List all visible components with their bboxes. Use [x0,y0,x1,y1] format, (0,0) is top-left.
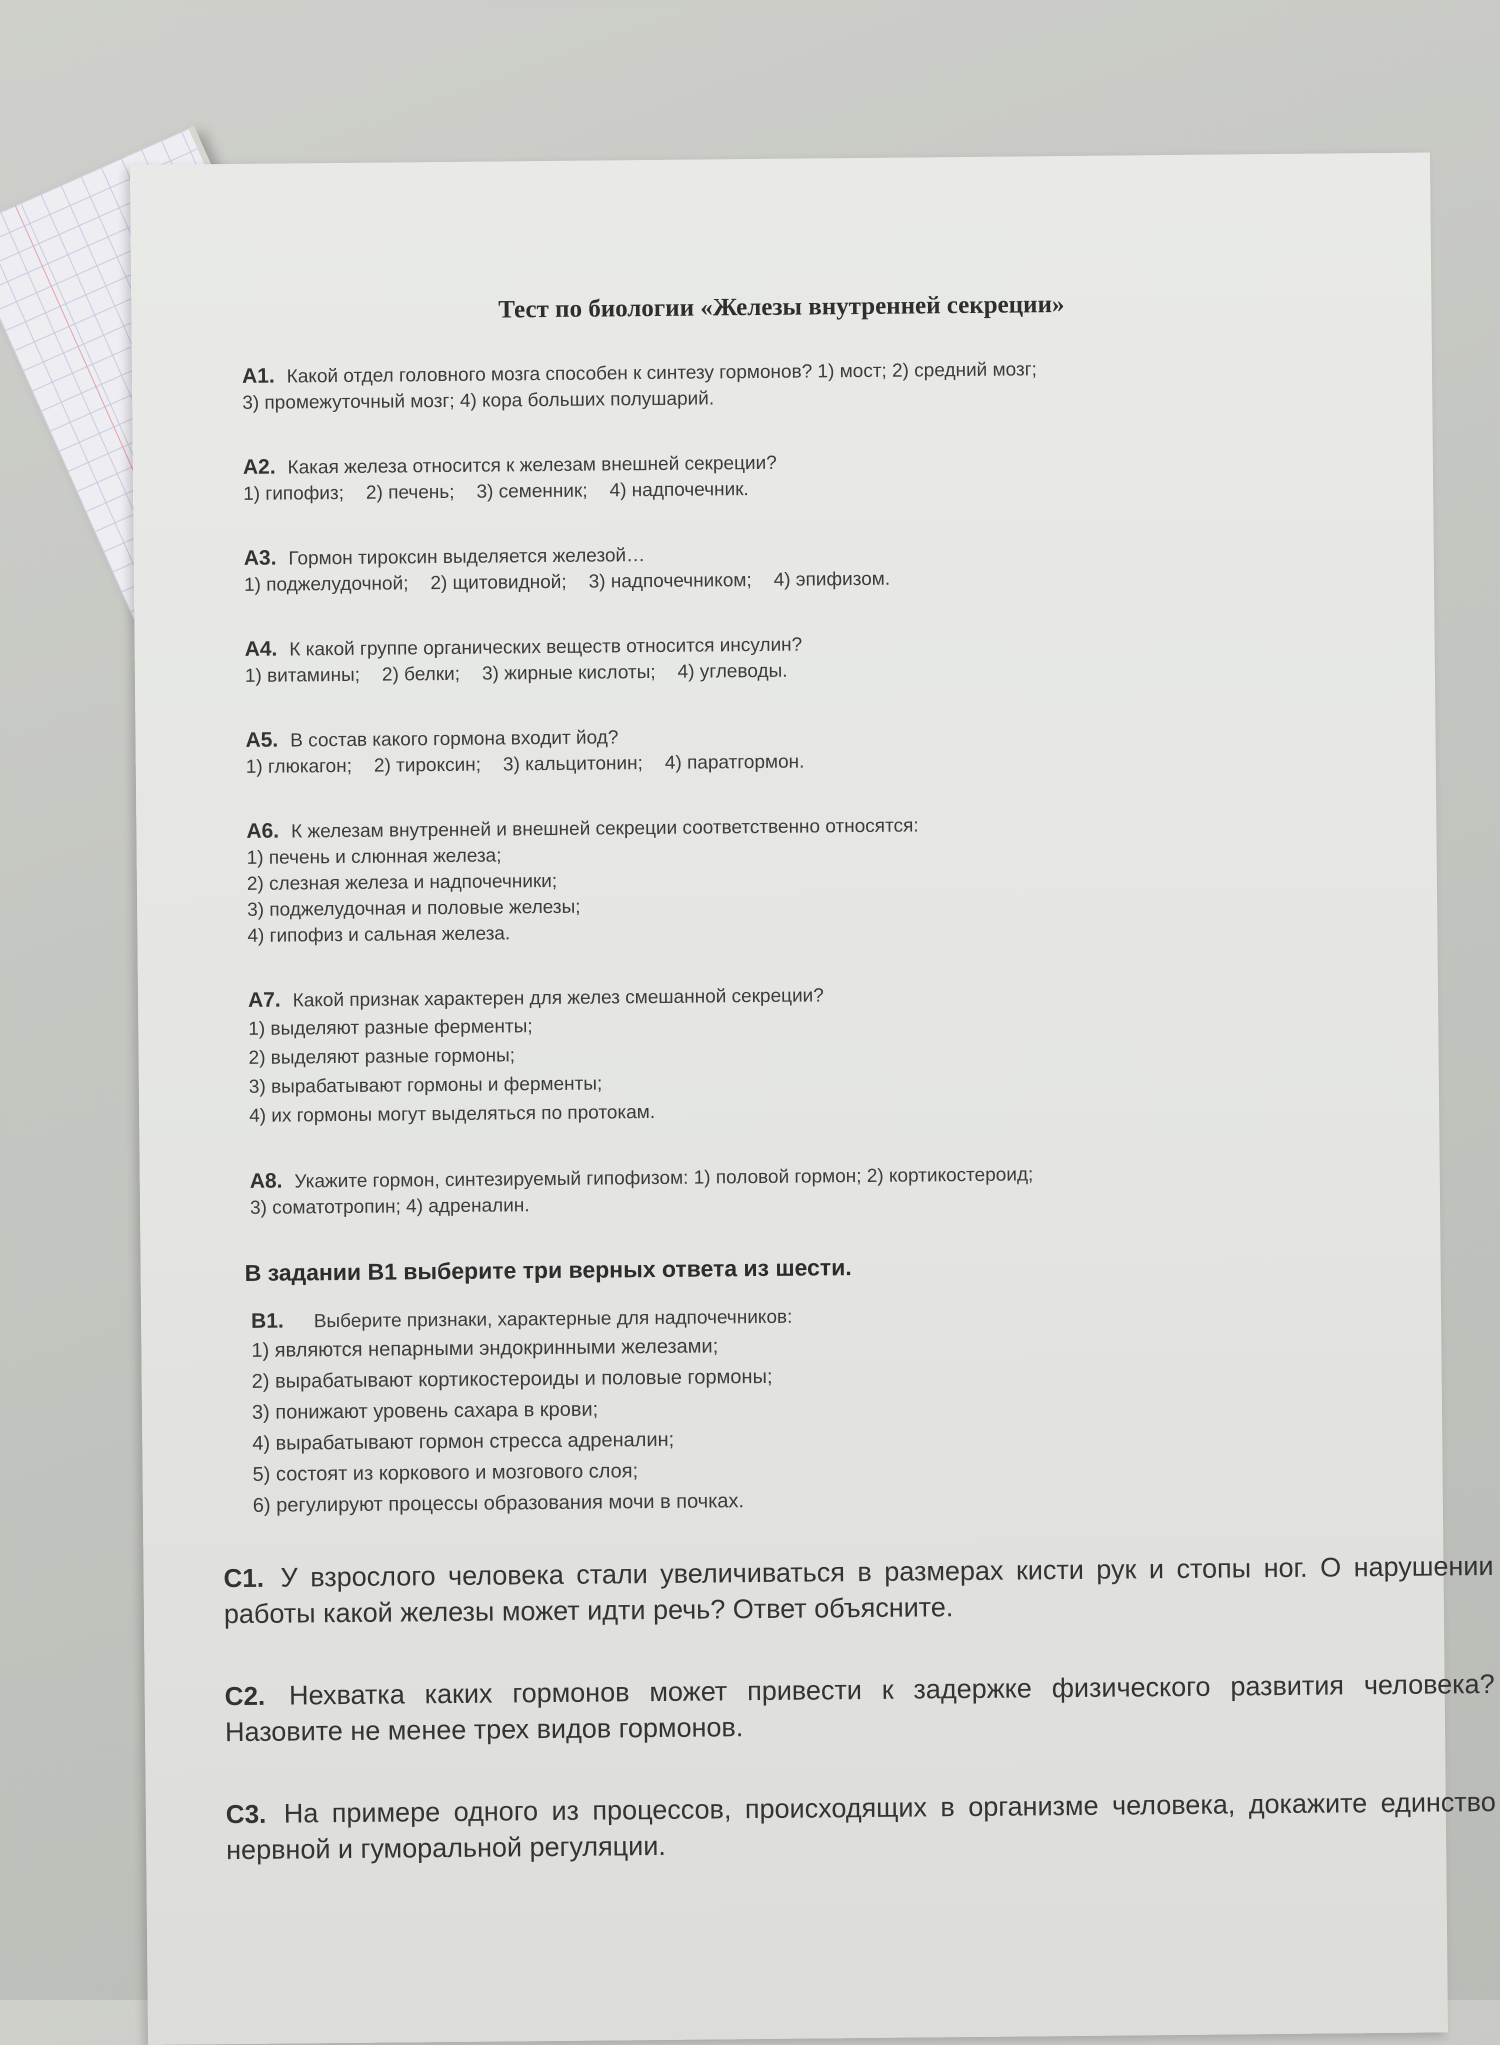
option: 4) паратгормон. [664,751,805,774]
option: 3) понижают уровень сахара в крови; [251,1398,599,1424]
task-text: На примере одного из процессов, происходящих в организме человека, докажите единство нервной и гуморальной регуляции. [226,1786,1496,1866]
option: 3) вырабатывают гормоны и ферменты; [248,1073,603,1098]
question-label: А2. [242,455,276,479]
option: 2) печень; [365,481,455,504]
question-label: В1. [250,1309,284,1333]
option: 3) соматотропин; 4) адреналин. [249,1195,530,1219]
question-text: Укажите гормон, синтезируемый гипофизом: 1) половой гормон; 2) кортикостероид; [294,1164,1034,1193]
option: 2) выделяют разные гормоны; [248,1045,516,1069]
question-a2 [243,444,1343,508]
task-c1 [223,1548,1494,1632]
question-a6 [246,808,1347,950]
option: 3) семенник; [476,480,588,503]
question-text: К железам внутренней и внешней секреции соответственно относятся: [290,815,919,843]
task-label: С2. [224,1680,266,1712]
option: 1) поджелудочной; [243,573,409,596]
option: 3) надпочечником; [588,570,752,593]
question-a3 [244,535,1344,599]
question-text: К какой группе органических веществ относится инсулин? [289,634,803,661]
question-text: Какая железа относится к железам внешней секреции? [287,452,777,479]
question-options: 3) промежуточный мозг; 4) кора больших полушарий. [242,388,715,414]
option: 4) углеводы. [677,660,788,683]
task-label: С3. [225,1798,267,1830]
option: 6) регулируют процессы образования мочи в почках. [252,1490,745,1517]
question-text: Какой отдел головного мозга способен к синтезу гормонов? 1) мост; 2) средний мозг; [286,359,1037,388]
page-title: Тест по биологии «Железы внутренней секреции» [498,291,1065,324]
question-a4 [245,626,1345,690]
question-a8 [250,1158,1350,1222]
test-sheet [130,153,1496,2045]
question-label: А4. [244,637,278,661]
question-b1 [251,1298,1353,1522]
option: 1) печень и слюнная железа; [246,845,502,869]
question-label: А7. [247,988,281,1012]
task-text: У взрослого человека стали увеличиваться в размерах кисти рук и стопы ног. О нарушении работы какой железы может идти речь? Ответ объясните. [223,1550,1494,1630]
question-a5 [245,717,1345,781]
option: 1) глюкагон; [245,755,353,778]
option: 4) вырабатывают гормон стресса адреналин; [252,1428,675,1455]
option: 3) жирные кислоты; [481,661,656,685]
option: 2) слезная железа и надпочечники; [246,870,558,895]
question-a7 [248,977,1349,1131]
option: 4) надпочечник. [609,479,749,502]
option: 1) витамины; [244,664,361,687]
question-label: А3. [243,546,277,570]
option: 1) гипофиз; [243,482,345,505]
option: 2) вырабатывают кортикостероиды и половые гормоны; [251,1365,773,1393]
option: 4) эпифизом. [773,568,891,591]
question-text: Гормон тироксин выделяется железой… [288,545,646,570]
questions-block [223,353,1496,1913]
question-label: А6. [246,819,280,843]
question-text: Какой признак характерен для желез смешанной секреции? [292,985,824,1012]
question-label: А5. [245,728,279,752]
option: 3) кальцитонин; [502,753,643,776]
task-c2 [225,1666,1496,1750]
question-text: Выберите признаки, характерные для надпочечников: [313,1306,793,1333]
task-c3 [226,1784,1497,1868]
option: 5) состоят из коркового и мозгового слоя; [252,1460,639,1486]
section-b-instruction: В задании В1 выберите три верных ответа из шести. [244,1254,852,1286]
option: 4) гипофиз и сальная железа. [247,923,511,947]
question-a1 [242,353,1342,417]
task-text: Нехватка каких гормонов может привести к задержке физического развития человека? Назовите не менее трех видов гормонов. [224,1668,1495,1748]
option: 2) белки; [381,663,461,686]
question-text: В состав какого гормона входит йод? [290,727,619,752]
option: 4) их гормоны могут выделяться по протокам. [249,1102,656,1127]
question-label: А8. [249,1169,283,1193]
option: 3) поджелудочная и половые железы; [247,896,581,921]
option: 2) тироксин; [373,754,482,777]
option: 2) щитовидной; [430,571,567,595]
question-label: А1. [241,364,275,388]
task-label: С1. [223,1562,265,1594]
option: 1) выделяют разные ферменты; [248,1016,533,1040]
option: 1) являются непарными эндокринными железами; [251,1335,719,1362]
